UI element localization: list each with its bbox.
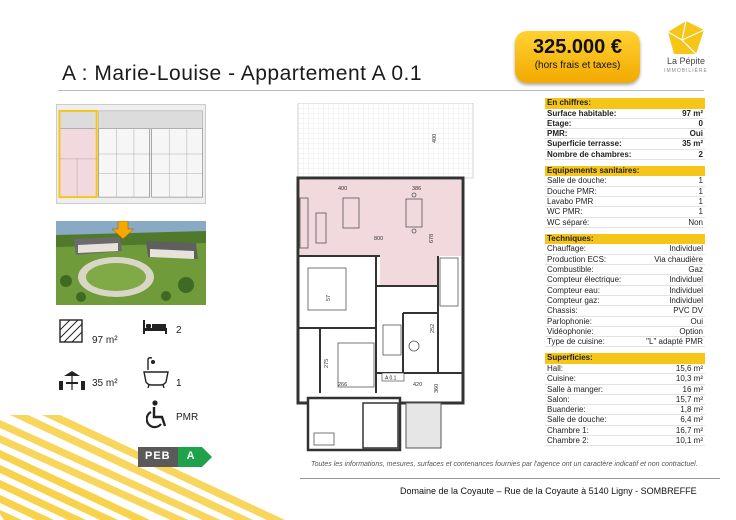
info-value: Via chaudière <box>654 254 703 264</box>
info-row <box>545 405 705 415</box>
info-label: Vidéophonie: <box>547 326 594 336</box>
section-superficies: Superficies: <box>545 353 705 364</box>
info-row <box>545 255 705 265</box>
info-label: Superficie terrasse: <box>547 139 622 149</box>
info-label: Type de cuisine: <box>547 337 605 347</box>
info-label: Salle de douche: <box>547 176 607 186</box>
info-row <box>545 415 705 425</box>
info-label: PMR: <box>547 129 568 139</box>
info-label: Chauffage: <box>547 244 586 254</box>
info-row <box>545 426 705 436</box>
section-sanitaires: Equipements sanitaires: <box>545 166 705 177</box>
info-value: 1 <box>698 176 703 186</box>
brand-name: La Pépite <box>666 56 706 66</box>
brand-logo <box>656 20 716 90</box>
info-label: Chambre 2: <box>547 436 589 446</box>
info-value: 1,8 m² <box>680 405 703 415</box>
info-value: 0 <box>698 118 703 128</box>
page-title: A : Marie-Louise - Appartement A 0.1 <box>62 62 423 85</box>
info-value: 1 <box>698 186 703 196</box>
footer-divider <box>300 478 720 479</box>
aerial-rendering-image <box>56 221 206 305</box>
bed-icon <box>142 318 168 336</box>
dim-400-top: 400 <box>338 186 348 192</box>
section-techniques: Techniques: <box>545 234 705 245</box>
info-label: Salle de douche: <box>547 415 607 425</box>
info-label: Compteur électrique: <box>547 275 622 285</box>
info-row <box>545 385 705 395</box>
info-row <box>545 176 705 186</box>
info-row <box>545 197 705 207</box>
info-value: Individuel <box>669 275 703 285</box>
gem-logo-icon <box>666 20 706 56</box>
info-label: WC séparé: <box>547 217 590 227</box>
dim-57: 57 <box>326 294 332 301</box>
footer-address: Domaine de la Coyaute – Rue de la Coyaute à 5140 Ligny - SOMBREFFE <box>400 486 697 496</box>
info-value: 35 m² <box>682 139 703 149</box>
info-row <box>545 436 705 446</box>
info-row <box>545 317 705 327</box>
site-plan-image <box>56 104 206 204</box>
wheelchair-icon <box>146 400 170 430</box>
decorative-stripes <box>0 415 300 520</box>
info-label: Parlophonie: <box>547 316 592 326</box>
en-chiffres-rows <box>545 109 705 160</box>
title-divider <box>58 90 704 91</box>
info-row <box>545 364 705 374</box>
info-value: 10,3 m² <box>675 374 703 384</box>
info-row <box>545 244 705 254</box>
info-label: Salon: <box>547 394 570 404</box>
brand-subtitle: IMMOBILIÈRE <box>664 68 708 74</box>
info-row <box>545 395 705 405</box>
dim-800: 800 <box>374 236 384 242</box>
info-row <box>545 286 705 296</box>
info-label: Etage: <box>547 118 572 128</box>
info-label: Nombre de chambres: <box>547 149 632 159</box>
info-row <box>545 187 705 197</box>
bathrooms-value: 1 <box>176 378 182 389</box>
info-row <box>545 374 705 384</box>
info-label: Surface habitable: <box>547 108 617 118</box>
dim-420: 420 <box>413 382 423 388</box>
info-row <box>545 265 705 275</box>
info-value: 16,7 m² <box>675 425 703 435</box>
bathtub-icon <box>142 356 170 388</box>
info-value: 1 <box>698 207 703 217</box>
info-value: 6,4 m² <box>680 415 703 425</box>
info-label: Chassis: <box>547 306 578 316</box>
info-value: "L" adapté PMR <box>646 337 703 347</box>
info-value: 1 <box>698 197 703 207</box>
info-label: Combustible: <box>547 265 594 275</box>
info-row <box>545 337 705 347</box>
info-row <box>545 129 705 139</box>
info-value: 97 m² <box>682 108 703 118</box>
info-value: Oui <box>689 129 703 139</box>
price-badge <box>515 31 640 83</box>
info-label: WC PMR: <box>547 207 583 217</box>
dim-678: 678 <box>429 233 435 243</box>
info-label: Buanderie: <box>547 405 586 415</box>
info-value: Gaz <box>688 265 703 275</box>
info-label: Cuisine: <box>547 374 576 384</box>
info-value: Individuel <box>669 244 703 254</box>
disclaimer-text: Toutes les informations, mesures, surfaces et contenances fournies par l'agence ont un caractère indicatif et non contractuel. <box>311 461 698 468</box>
info-row <box>545 119 705 129</box>
surface-area-value: 97 m² <box>92 335 118 346</box>
property-details-panel <box>545 98 705 446</box>
info-value: Oui <box>690 316 703 326</box>
info-value: 15,6 m² <box>675 363 703 373</box>
info-row <box>545 327 705 337</box>
info-value: Non <box>688 217 703 227</box>
peb-grade: A <box>178 447 202 467</box>
info-label: Compteur eau: <box>547 285 600 295</box>
sanitaires-rows <box>545 176 705 227</box>
info-row <box>545 139 705 149</box>
info-row <box>545 207 705 217</box>
info-label: Lavabo PMR <box>547 197 594 207</box>
info-value: 2 <box>698 149 703 159</box>
pmr-label: PMR <box>176 412 199 423</box>
price-amount: 325.000 € <box>533 36 622 58</box>
info-label: Compteur gaz: <box>547 295 600 305</box>
info-value: Individuel <box>669 295 703 305</box>
info-value: 10,1 m² <box>675 436 703 446</box>
info-value: 16 m² <box>682 384 703 394</box>
peb-energy-label <box>138 447 202 467</box>
info-row <box>545 150 705 160</box>
info-row <box>545 306 705 316</box>
dim-266: 266 <box>338 382 348 388</box>
info-label: Hall: <box>547 363 564 373</box>
superficies-rows <box>545 364 705 446</box>
info-value: Individuel <box>669 285 703 295</box>
info-label: Chambre 1: <box>547 425 589 435</box>
dim-386: 386 <box>412 186 422 192</box>
info-row <box>545 275 705 285</box>
info-label: Douche PMR: <box>547 186 597 196</box>
section-en-chiffres: En chiffres: <box>545 98 705 109</box>
info-row <box>545 296 705 306</box>
surface-area-icon <box>58 318 84 344</box>
bedrooms-value: 2 <box>176 325 182 336</box>
dim-252: 252 <box>430 323 436 333</box>
dim-360: 360 <box>434 383 440 393</box>
info-label: Salle à manger: <box>547 384 604 394</box>
price-note: (hors frais et taxes) <box>534 60 621 71</box>
dim-400-side: 400 <box>432 133 438 143</box>
peb-label: PEB <box>138 447 178 467</box>
info-row <box>545 218 705 228</box>
terrace-value: 35 m² <box>92 378 118 389</box>
info-label: Production ECS: <box>547 254 607 264</box>
dim-275: 275 <box>324 358 330 368</box>
unit-label: A 0.1 <box>385 375 397 382</box>
info-row <box>545 109 705 119</box>
techniques-rows <box>545 244 705 347</box>
info-value: PVC DV <box>673 306 703 316</box>
terrace-table-icon <box>58 370 86 392</box>
info-value: Option <box>679 326 703 336</box>
info-value: 15,7 m² <box>675 394 703 404</box>
floor-plan-image <box>288 103 478 455</box>
